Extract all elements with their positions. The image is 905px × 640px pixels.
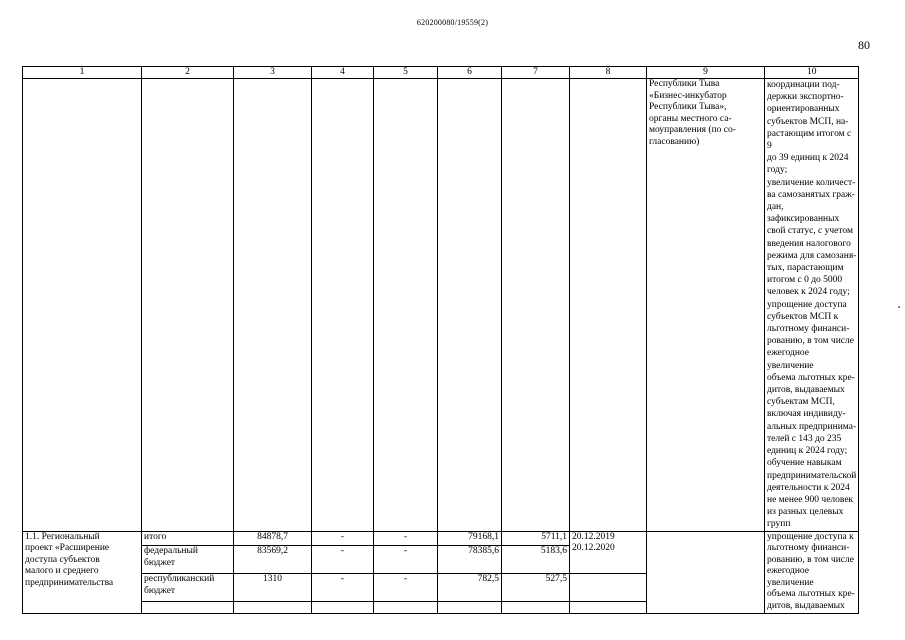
text-line: человек к 2024 году; bbox=[767, 287, 850, 298]
program-table bbox=[22, 66, 859, 614]
tail-cell bbox=[234, 602, 312, 614]
amount-c5: - bbox=[374, 574, 438, 602]
col-header-6: 6 bbox=[438, 67, 502, 79]
amount-total: 84878,7 bbox=[234, 531, 312, 546]
text-line: Республики Тыва bbox=[649, 79, 720, 89]
amount-c6: 79168,1 bbox=[438, 531, 502, 546]
col-header-2: 2 bbox=[142, 67, 234, 79]
text-line: введения налогового bbox=[767, 238, 851, 249]
text-line: до 39 единиц к 2024 bbox=[767, 153, 849, 164]
text-line: субъектов МСП к bbox=[767, 311, 839, 322]
text-line: моуправления (по со- bbox=[649, 125, 736, 136]
text-line: упрощение доступа bbox=[767, 299, 847, 310]
text-line: малого и среднего bbox=[25, 566, 99, 577]
text-line: включая индивиду- bbox=[767, 409, 846, 420]
cont-cell-7 bbox=[502, 79, 570, 532]
project-name bbox=[23, 531, 142, 613]
amount-c4: - bbox=[312, 531, 374, 546]
text-line: ежегодное увеличение bbox=[767, 566, 814, 588]
funding-source: федеральный бюджет bbox=[142, 546, 234, 574]
text-line: «Бизнес-инкубатор bbox=[649, 90, 727, 101]
col-header-1: 1 bbox=[23, 67, 142, 79]
text-line: году; bbox=[767, 165, 788, 176]
text-line: объема льготных кре- bbox=[767, 372, 855, 383]
col-header-3: 3 bbox=[234, 67, 312, 79]
cont-cell-3 bbox=[234, 79, 312, 532]
text-line: ва самозанятых граж- bbox=[767, 189, 855, 200]
page-number: 80 bbox=[858, 38, 870, 52]
text-line: льготному финанси- bbox=[767, 543, 850, 554]
text-line: субъектов МСП, на- bbox=[767, 116, 849, 127]
text-line: 1.1. Региональный bbox=[25, 531, 100, 542]
cont-cell-6 bbox=[438, 79, 502, 532]
amount-c5: - bbox=[374, 546, 438, 574]
amount-c7: 5711,1 bbox=[502, 531, 570, 546]
funding-row-total bbox=[23, 531, 859, 546]
cont-cell-8 bbox=[570, 79, 647, 532]
tail-cell bbox=[570, 602, 647, 614]
tail-cell bbox=[374, 602, 438, 614]
col-header-7: 7 bbox=[502, 67, 570, 79]
text-line: растающим итогом с 9 bbox=[767, 128, 852, 152]
col-header-9: 9 bbox=[647, 67, 765, 79]
col-header-5: 5 bbox=[374, 67, 438, 79]
text-line: дан, зафиксированных bbox=[767, 202, 840, 225]
amount-total: 83569,2 bbox=[234, 546, 312, 574]
deadline-empty bbox=[570, 574, 647, 602]
deadline-dates bbox=[570, 531, 647, 574]
text-line: держки экспортно- bbox=[767, 92, 844, 103]
text-line: предпринимательской bbox=[767, 470, 857, 481]
text-line: единиц к 2024 году; bbox=[767, 446, 848, 457]
amount-total: 1310 bbox=[234, 574, 312, 602]
text-line: групп bbox=[767, 519, 791, 530]
cont-cell-4 bbox=[312, 79, 374, 532]
amount-c5: - bbox=[374, 531, 438, 546]
text-line: альных предпринима- bbox=[767, 421, 857, 432]
tail-cell bbox=[312, 602, 374, 614]
tail-cell bbox=[438, 602, 502, 614]
text-line: льготному финанси- bbox=[767, 324, 850, 335]
cont-cell-1 bbox=[23, 79, 142, 532]
text-line: дитов, выдаваемых bbox=[767, 385, 845, 396]
text-line: не менее 900 человек bbox=[767, 494, 854, 505]
column-number-row bbox=[23, 67, 859, 79]
tail-cell bbox=[142, 602, 234, 614]
amount-c6: 782,5 bbox=[438, 574, 502, 602]
text-line: рованию, в том числе bbox=[767, 336, 854, 347]
col-header-4: 4 bbox=[312, 67, 374, 79]
date-line: 20.12.2019 bbox=[572, 531, 615, 542]
text-line: субъектам МСП, bbox=[767, 397, 835, 408]
text-line: объема льготных кре- bbox=[767, 589, 855, 600]
funding-source: итого bbox=[142, 531, 234, 546]
expected-results bbox=[765, 79, 859, 532]
expected-results-project bbox=[765, 531, 859, 613]
text-line: увеличение количест- bbox=[767, 177, 856, 188]
text-line: из разных целевых bbox=[767, 507, 844, 518]
col-header-8: 8 bbox=[570, 67, 647, 79]
text-line: координации под- bbox=[767, 80, 840, 90]
amount-c4: - bbox=[312, 546, 374, 574]
text-line: телей с 143 до 235 bbox=[767, 433, 842, 444]
text-line: упрощение доступа к bbox=[767, 531, 854, 542]
cont-cell-5 bbox=[374, 79, 438, 532]
amount-c7: 5183,6 bbox=[502, 546, 570, 574]
document-id: 620200080/19559(2) bbox=[416, 18, 489, 27]
date-line: 20.12.2020 bbox=[572, 543, 615, 554]
text-line: дитов, выдаваемых bbox=[767, 601, 845, 612]
tail-cell bbox=[502, 602, 570, 614]
continued-row bbox=[23, 79, 859, 532]
text-line: итогом с 0 до 5000 bbox=[767, 275, 843, 286]
text-line: свой статус, с учетом bbox=[767, 226, 853, 237]
amount-c7: 527,5 bbox=[502, 574, 570, 602]
text-line: обучение навыкам bbox=[767, 458, 842, 469]
responsible-executors-project bbox=[647, 531, 765, 613]
funding-source: республиканский бюджет bbox=[142, 574, 234, 602]
text-line: рованию, в том числе bbox=[767, 554, 854, 565]
text-line: ориентированных bbox=[767, 104, 840, 115]
text-line: доступа субъектов bbox=[25, 554, 100, 565]
text-line: Республики Тыва», bbox=[649, 102, 727, 113]
scan-mark bbox=[898, 306, 900, 308]
text-line: проект «Расширение bbox=[25, 543, 110, 554]
col-header-10: 10 bbox=[765, 67, 859, 79]
text-line: органы местного са- bbox=[649, 113, 732, 124]
text-line: ежегодное увеличение bbox=[767, 348, 814, 371]
text-line: деятельности к 2024 bbox=[767, 482, 850, 493]
text-line: тых, парастающим bbox=[767, 263, 844, 274]
text-line: предпринимательства bbox=[25, 577, 114, 588]
text-line: режима для самозаня- bbox=[767, 250, 857, 261]
responsible-executors bbox=[647, 79, 765, 532]
amount-c6: 78385,6 bbox=[438, 546, 502, 574]
text-line: гласованию) bbox=[649, 136, 700, 147]
cont-cell-2 bbox=[142, 79, 234, 532]
amount-c4: - bbox=[312, 574, 374, 602]
